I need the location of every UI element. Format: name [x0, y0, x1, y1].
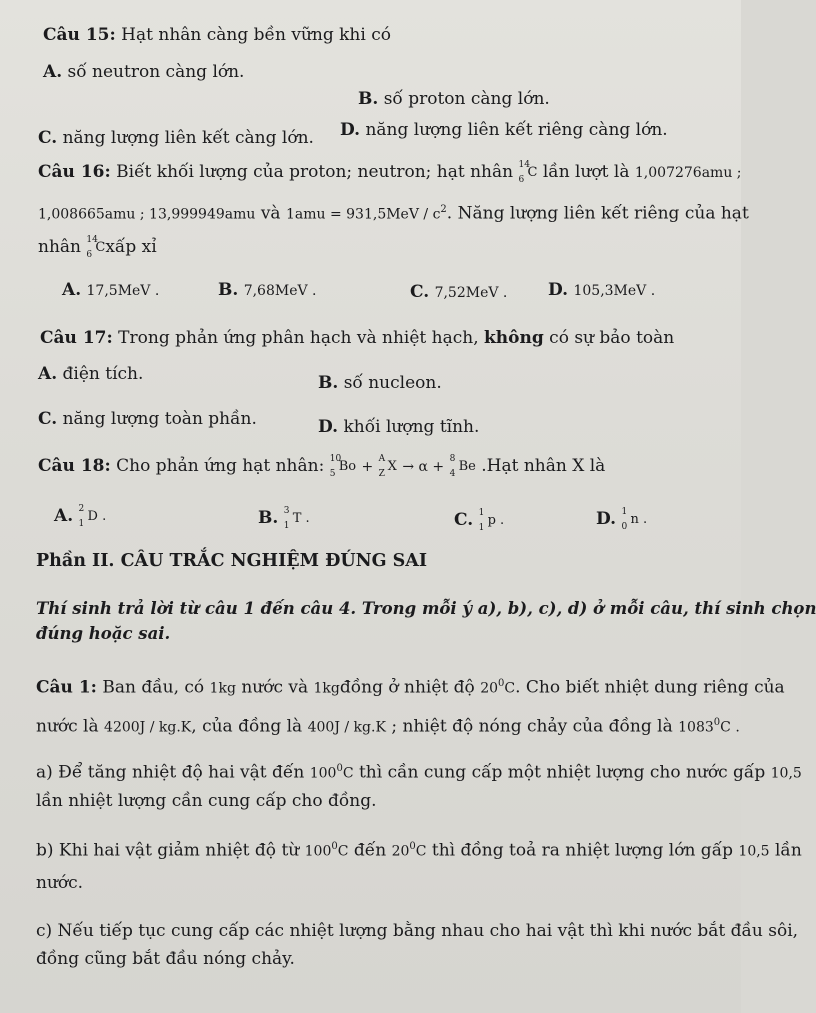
q18-option-a: A. 2 1 D . — [54, 503, 107, 529]
q17-option-b: B. số nucleon. — [318, 373, 442, 393]
p2q1-stem-line2: nước là 4200J / kg.K, của đồng là 400J / kg.K ; nhiệt độ nóng chảy của đồng là 1083$^0$C . — [36, 716, 740, 737]
q16-stem-line3: nhân 14 6 Cxấp xỉ — [38, 234, 157, 260]
p2q1-statement-a-line2: lần nhiệt lượng cần cung cấp cho đồng. — [36, 791, 377, 811]
q18-option-c: C. 1 1 p . — [454, 507, 505, 533]
q16-option-a: A. 17,5MeV . — [62, 280, 160, 300]
q17-option-c: C. năng lượng toàn phần. — [38, 409, 257, 429]
part2-instruction-line2: đúng hoặc sai. — [36, 624, 171, 643]
part2-instruction-line1: Thí sinh trả lời từ câu 1 đến câu 4. Trong mỗi ý a), b), c), d) ở mỗi câu, thí sinh chọn — [36, 599, 816, 618]
q18-nuclide-be: 8 4 Be — [449, 453, 476, 479]
q16-nuclide-c14: 14 6 C — [518, 159, 538, 185]
q17-option-d: D. khối lượng tĩnh. — [318, 417, 480, 437]
p2q1-stem-line1: Câu 1: Ban đầu, có 1kg nước và 1kgđồng ở nhiệt độ $20^0C$. Cho biết nhiệt dung riêng của — [36, 677, 785, 698]
q16-stem-line1: Câu 16: Biết khối lượng của proton; neutron; hạt nhân 14 6 C lần lượt là 1,007276amu ; — [38, 159, 742, 185]
q15-stem: Câu 15: Hạt nhân càng bền vững khi có — [43, 25, 391, 45]
q17-stem: Câu 17: Trong phản ứng phân hạch và nhiệt hạch, không có sự bảo toàn — [40, 328, 675, 348]
q16-option-b: B. 7,68MeV . — [218, 280, 317, 300]
q18-nuclide-bo: 10 5 Bo — [329, 453, 357, 479]
q16-option-c: C. 7,52MeV . — [410, 282, 508, 302]
p2q1-statement-a-line1: a) Để tăng nhiệt độ hai vật đến $100^0C$ thì cần cung cấp một nhiệt lượng cho nước gấp 10,5 — [36, 762, 802, 783]
p2q1-statement-c-line1: c) Nếu tiếp tục cung cấp các nhiệt lượng bằng nhau cho hai vật thì khi nước bắt đầu sôi, — [36, 921, 799, 941]
q15-option-d: D. năng lượng liên kết riêng càng lớn. — [340, 120, 668, 140]
p2q1-statement-b-line2: nước. — [36, 873, 84, 893]
q16-option-d: D. 105,3MeV . — [548, 280, 656, 300]
q18-stem: Câu 18: Cho phản ứng hạt nhân: 10 5 Bo + A Z X → α + 8 4 Be .Hạt nhân X là — [38, 453, 606, 479]
part2-heading: Phần II. CÂU TRẮC NGHIỆM ĐÚNG SAI — [36, 551, 428, 571]
q16-nuclide-c14-repeat: 14 6 C — [86, 234, 106, 260]
q15-option-c: C. năng lượng liên kết càng lớn. — [38, 128, 314, 148]
p2q1-statement-c-line2: đồng cũng bắt đầu nóng chảy. — [36, 949, 295, 969]
q18-option-b: B. 3 1 T . — [258, 505, 310, 531]
q15-option-a: A. số neutron càng lớn. — [43, 62, 245, 82]
q18-option-d: D. 1 0 n . — [596, 506, 648, 532]
q16-stem-line2: 1,008665amu ; 13,999949amu và $1amu = 931,5MeV / c^2$. Năng lượng liên kết riêng của hạt — [38, 203, 749, 224]
p2q1-statement-b-line1: b) Khi hai vật giảm nhiệt độ từ $100^0C$ đến $20^0C$ thì đồng toả ra nhiệt lượng lớn gấp 10,5 lần — [36, 840, 802, 861]
q15-option-b: B. số proton càng lớn. — [358, 89, 550, 109]
q17-option-a: A. điện tích. — [38, 364, 144, 384]
q18-nuclide-x: A Z X — [378, 453, 397, 479]
